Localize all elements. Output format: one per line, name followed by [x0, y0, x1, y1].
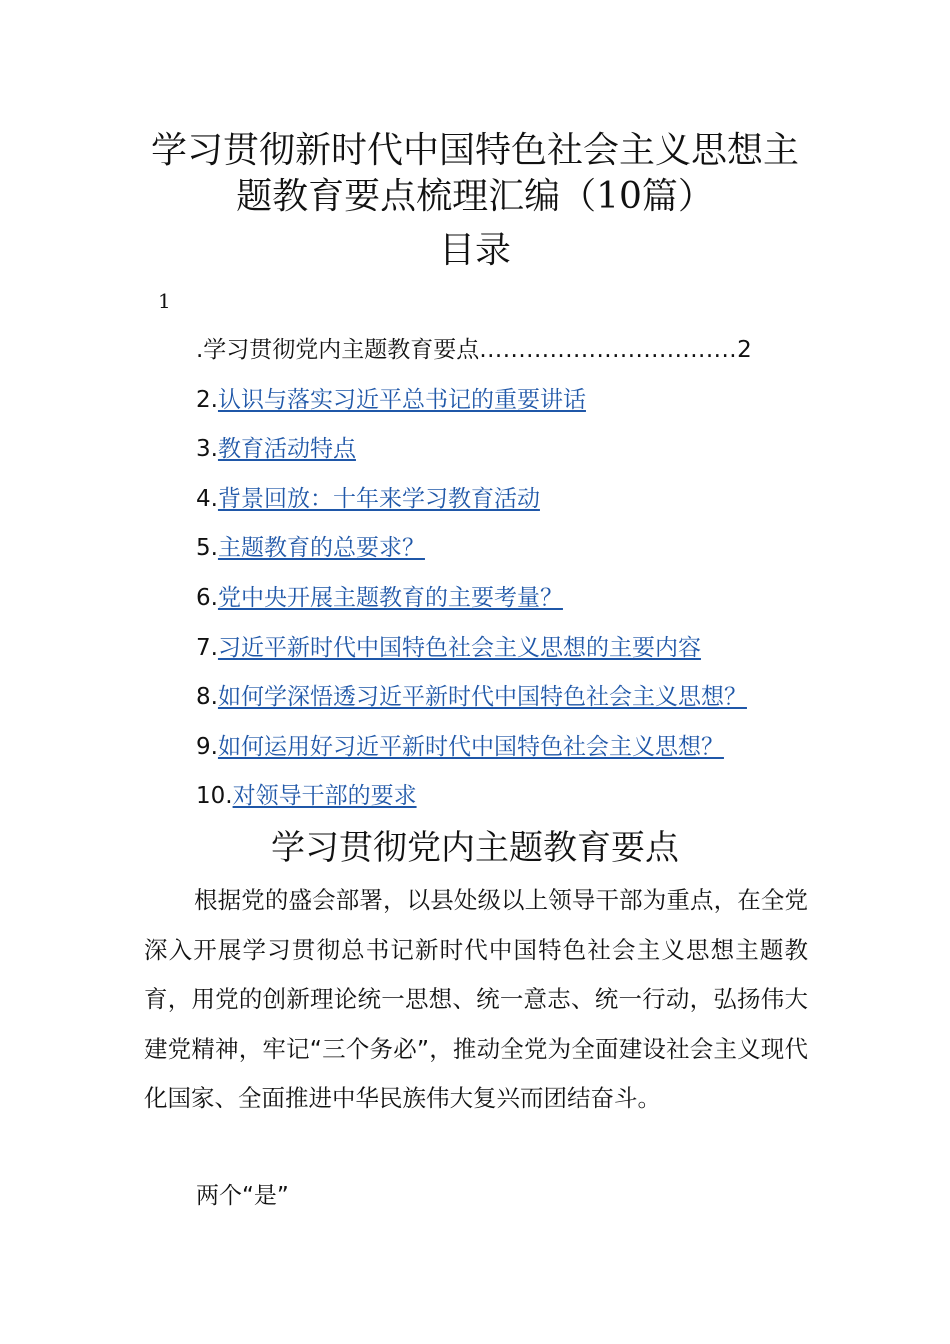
toc-entry-10: [196, 776, 816, 826]
toc-entry-link[interactable]: 习近平新时代中国特色社会主义思想的主要内容: [217, 634, 701, 661]
toc-entry-9: [196, 727, 816, 777]
title-line-2-suffix: 篇）: [641, 176, 714, 217]
toc-entry-number: 4.: [196, 485, 218, 512]
toc-page-number: 2: [737, 337, 752, 363]
toc-entry-number: 10.: [196, 783, 233, 810]
toc-entry-5: [196, 528, 816, 578]
toc-entry-number: 5.: [196, 535, 218, 562]
body-paragraph: 根据党的盛会部署，以县处级以上领导干部为重点，在全党深入开展学习贯彻总书记新时代中国特色社会主义思想主题教育，用党的创新理论统一思想、统一意志、统一行动，弘扬伟大建党精神，牢记“三个务必”，推动全党为全面建设社会主义现代化国家、全面推进中华民族伟大复兴而团结奋斗。: [144, 886, 808, 1113]
toc-entry-4: [196, 479, 816, 529]
toc-heading: 目录: [438, 230, 511, 271]
toc-entry-link[interactable]: 背景回放：十年来学习教育活动: [217, 485, 540, 512]
section-title: 学习贯彻党内主题教育要点: [271, 828, 679, 868]
toc-entry-number: 7.: [196, 634, 218, 661]
toc-entry-number: 8.: [196, 684, 218, 711]
toc-entry-label[interactable]: .学习贯彻党内主题教育要点: [196, 337, 480, 363]
toc-entry-number: 6.: [196, 584, 218, 611]
section-subheading: 两个“是”: [196, 1183, 289, 1209]
title-line-1: 学习贯彻新时代中国特色社会主义思想主: [150, 130, 799, 171]
document-title: [130, 128, 820, 220]
toc-entry-link[interactable]: 党中央开展主题教育的主要考量？: [217, 584, 563, 611]
toc-entry-6: [196, 578, 816, 628]
toc-entry-8: [196, 677, 816, 727]
toc-entry-link[interactable]: 主题教育的总要求？: [217, 535, 425, 562]
title-line-2-prefix: 题教育要点梳理汇编（: [236, 176, 597, 217]
toc-entry-2: [196, 380, 816, 430]
toc-entry-number: 3.: [196, 436, 218, 463]
toc-entry-link[interactable]: 认识与落实习近平总书记的重要讲话: [217, 386, 586, 413]
toc-entry-link[interactable]: 如何运用好习近平新时代中国特色社会主义思想？: [217, 733, 724, 760]
toc-stray-number: 1: [158, 289, 171, 313]
table-of-contents: [196, 330, 816, 826]
title-line-2-number: 10: [596, 176, 642, 217]
toc-leader-dots: .................................: [479, 337, 738, 363]
toc-entry-1[interactable]: [196, 330, 816, 380]
toc-entry-link[interactable]: 对领导干部的要求: [232, 783, 417, 810]
toc-entry-number: 2.: [196, 386, 218, 413]
toc-entry-link[interactable]: 如何学深悟透习近平新时代中国特色社会主义思想？: [217, 684, 747, 711]
toc-entry-number: 9.: [196, 733, 218, 760]
toc-entry-7: [196, 628, 816, 678]
toc-entry-link[interactable]: 教育活动特点: [217, 436, 356, 463]
toc-entry-3: [196, 429, 816, 479]
